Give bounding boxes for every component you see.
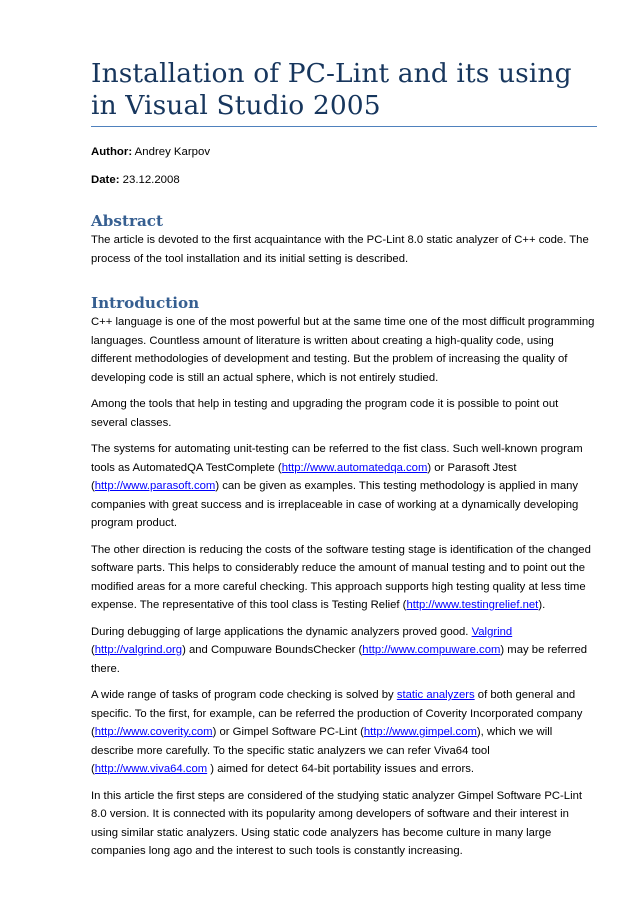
testingrelief-link[interactable]: http://www.testingrelief.net [406,599,539,611]
paragraph-text: The other direction is reducing the costs of the software testing stage is identification of the changed software parts. This helps to considerably reduce the amount of manual testing and to point out the modified areas for a more careful checking. This approach supports high testing quality at less time expense. The representative of this tool class is Testing Relief ( [91,543,591,611]
paragraph-text: The systems for automating unit-testing can be referred to the fist class. Such well-known program tools as AutomatedQA TestComplete ( [91,443,583,474]
coverity-link[interactable]: http://www.coverity.com [94,726,213,738]
intro-paragraph-4 [91,541,596,615]
static-analyzers-link[interactable]: static analyzers [396,689,475,701]
automatedqa-link[interactable]: http://www.automatedqa.com [281,461,428,474]
intro-paragraph-2: Among the tools that help in testing and upgrading the program code it is possible to point out several classes. [91,398,559,429]
viva64-link[interactable]: http://www.viva64.com [94,763,208,775]
author-line [91,145,596,159]
date-line [91,173,596,187]
valgrind-link[interactable]: Valgrind [471,625,513,638]
paragraph-text: ) can be given as examples. This testing methodology is applied in many companies with great success and is irreplaceable in case of working at a dynamically developing program product. [91,480,579,529]
parasoft-link[interactable]: http://www.parasoft.com [94,480,216,492]
intro-paragraph-5 [91,623,596,679]
valgrind-url-link[interactable]: http://valgrind.org [94,644,183,656]
paragraph-text: During debugging of large applications the dynamic analyzers proved good. [91,625,472,638]
intro-paragraph-6 [91,686,596,779]
paragraph-text: of both general and specific. To the first, for example, can be referred the production of Coverity Incorporated company ( [91,689,583,738]
intro-paragraph-1: C++ language is one of the most powerful but at the same time one of the most difficult programming languages. Countless amount of literature is written about creating a high-quality code, using different methodologies of development and testing. But the problem of increasing the quality of developing code is still an actual sphere, which is not entirely studied. [91,316,595,384]
paragraph-text: ) may be referred there. [91,644,588,675]
paragraph-text: ) or Parasoft Jtest ( [91,461,517,492]
author-value: Andrey Karpov [134,146,211,158]
document-title: Installation of PC-Lint and its using in Visual Studio 2005 [91,58,572,121]
paragraph-text: ), which we will describe more carefully. To the specific static analyzers we can refer Viva64 tool ( [91,726,553,775]
paragraph-text: A wide range of tasks of program code checking is solved by [91,689,397,701]
date-value: 23.12.2008 [122,174,180,186]
paragraph-text: ). [538,599,546,611]
document-content [91,58,596,861]
date-label: Date: [91,174,120,186]
paragraph-text: ) or Gimpel Software PC-Lint ( [212,726,364,738]
author-label: Author: [91,146,133,158]
compuware-link[interactable]: http://www.compuware.com [362,644,501,656]
abstract-heading: Abstract [91,212,164,230]
paragraph-text: ) and Compuware BoundsChecker ( [182,644,363,656]
introduction-heading: Introduction [91,294,200,312]
abstract-text: The article is devoted to the first acquaintance with the PC-Lint 8.0 static analyzer of C++ code. The process of the tool installation and its initial setting is described. [91,234,589,265]
intro-paragraph-7: In this article the first steps are considered of the studying static analyzer Gimpel Software PC-Lint 8.0 version. It is connected with its popularity among developers of software and their interest in using similar static analyzers. Using static code analyzers has become culture in many large companies long ago and the interest to such tools is constantly increasing. [91,789,583,857]
paragraph-text: ( [91,644,95,656]
paragraph-text: ) aimed for detect 64-bit portability issues and errors. [207,763,475,775]
intro-paragraph-3 [91,440,596,533]
gimpel-link[interactable]: http://www.gimpel.com [363,726,477,738]
title-underline [91,126,597,127]
